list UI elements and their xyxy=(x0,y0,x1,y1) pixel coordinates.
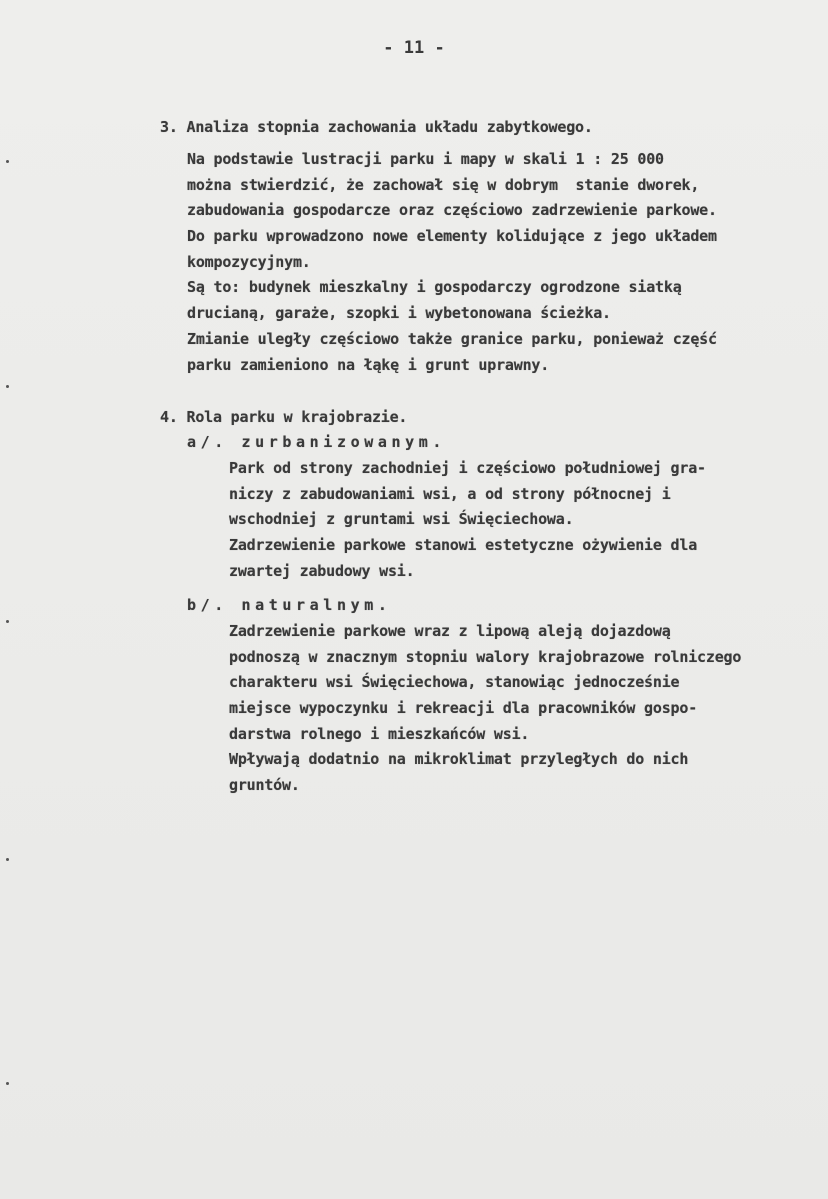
margin-mark xyxy=(6,1082,9,1085)
paragraph-line: Zmianie uległy częściowo także granice parku, ponieważ część xyxy=(187,330,717,348)
paragraph-line: kompozycyjnym. xyxy=(187,253,311,271)
paragraph-line: można stwierdzić, że zachował się w dobrym stanie dworek, xyxy=(187,176,700,194)
paragraph-line: Do parku wprowadzono nowe elementy kolidujące z jego układem xyxy=(187,227,717,245)
margin-mark xyxy=(6,620,9,623)
paragraph-line: parku zamieniono na łąkę i grunt uprawny. xyxy=(187,356,550,374)
paragraph-line: Zadrzewienie parkowe stanowi estetyczne ożywienie dla xyxy=(229,536,698,554)
margin-mark xyxy=(6,385,9,388)
paragraph-line: zwartej zabudowy wsi. xyxy=(229,562,415,580)
margin-mark xyxy=(6,858,9,861)
paragraph-line: wschodniej z gruntami wsi Święciechowa. xyxy=(229,510,574,528)
paragraph-line: charakteru wsi Święciechowa, stanowiąc jednocześnie xyxy=(229,673,680,691)
paragraph-line: Na podstawie lustracji parku i mapy w skali 1 : 25 000 xyxy=(187,150,664,168)
paragraph-line: zabudowania gospodarcze oraz częściowo zadrzewienie parkowe. xyxy=(187,201,717,219)
paragraph-line: Są to: budynek mieszkalny i gospodarczy ogrodzone siatką xyxy=(187,278,682,296)
paragraph-line: niczy z zabudowaniami wsi, a od strony północnej i xyxy=(229,485,671,503)
margin-mark xyxy=(6,160,9,163)
section-heading: 4. Rola parku w krajobrazie. xyxy=(160,408,408,426)
paragraph-line: drucianą, garaże, szopki i wybetonowana ścieżka. xyxy=(187,304,611,322)
subsection-label: b/. naturalnym. xyxy=(187,596,392,614)
paragraph-line: miejsce wypoczynku i rekreacji dla pracowników gospo- xyxy=(229,699,698,717)
paragraph-line: darstwa rolnego i mieszkańców wsi. xyxy=(229,725,530,743)
page-number: - 11 - xyxy=(383,38,445,58)
paragraph-line: podnoszą w znacznym stopniu walory krajobrazowe rolniczego xyxy=(229,648,742,666)
paragraph-line: Zadrzewienie parkowe wraz z lipową aleją dojazdową xyxy=(229,622,671,640)
paragraph-line: gruntów. xyxy=(229,776,300,794)
paragraph-line: Park od strony zachodniej i częściowo południowej gra- xyxy=(229,459,706,477)
section-heading: 3. Analiza stopnia zachowania układu zabytkowego. xyxy=(160,118,593,136)
subsection-label: a/. zurbanizowanym. xyxy=(187,433,446,451)
paragraph-line: Wpływają dodatnio na mikroklimat przyległych do nich xyxy=(229,750,689,768)
